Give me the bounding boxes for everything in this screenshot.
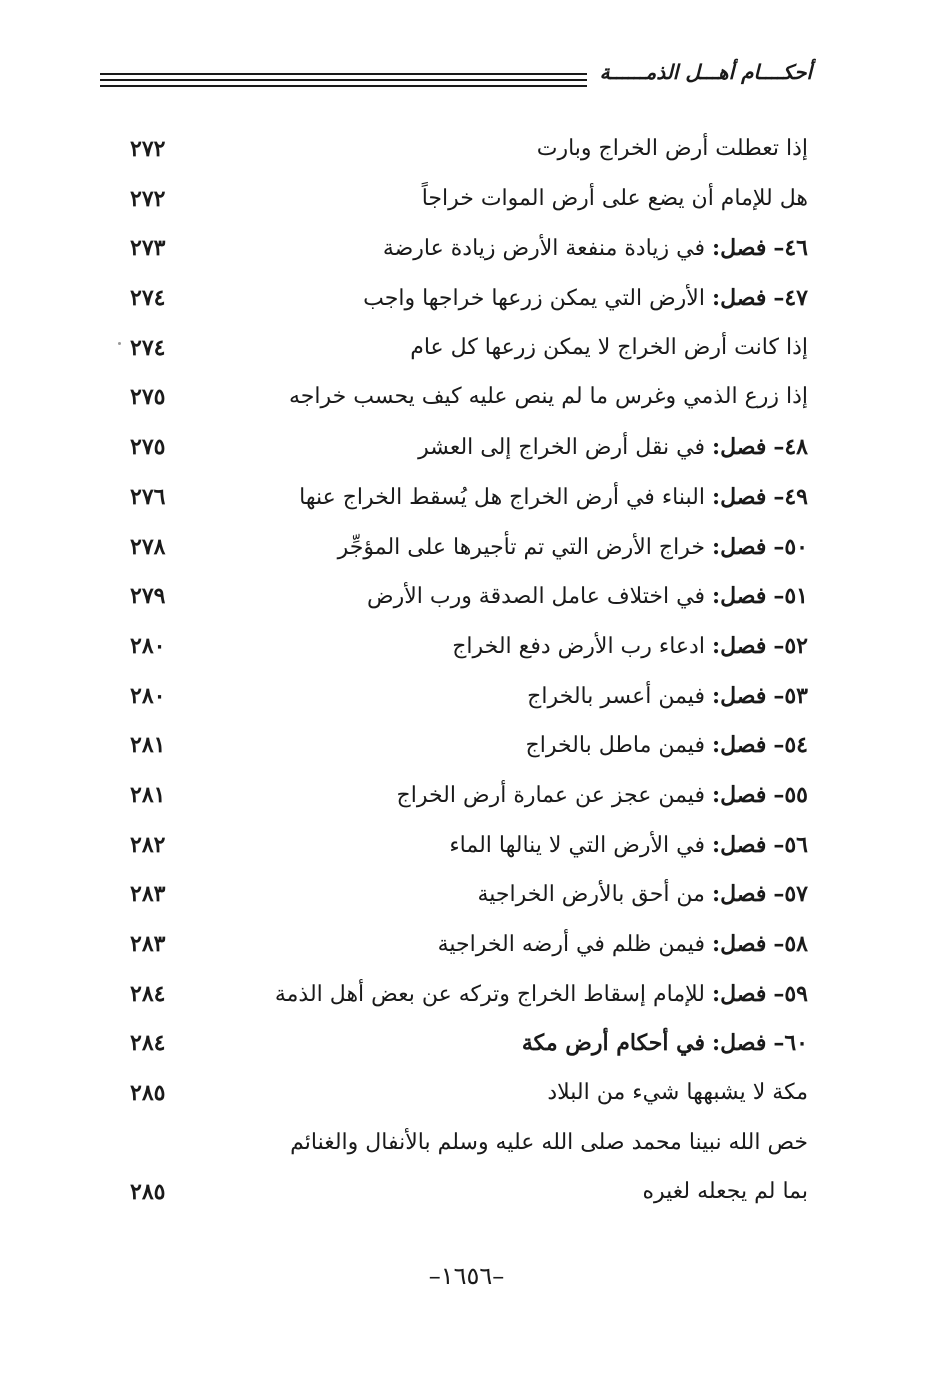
toc-entry [0,1169,933,1219]
entry-page-number: ٢٨٤ [130,1030,166,1057]
running-header-title: أحكــــام أهـــل الذمــــــة [590,60,812,84]
entry-text: في زيادة منفعة الأرض زيادة عارضة [382,236,705,262]
entry-page-number: ٢٨١ [130,781,166,808]
toc-entry-title [449,830,808,861]
entry-page-number: ٢٧٦ [130,483,166,510]
section-number: ٤٦ [784,235,808,262]
toc-entry-title [397,780,808,811]
toc-entry [0,374,933,424]
entry-text: فيمن عجز عن عمارة أرض الخراج [396,782,705,808]
section-keyword: فصل: [711,781,767,808]
entry-page-number: ٢٧٤ [130,334,166,361]
toc-entry [0,474,933,524]
header-rule [100,85,587,87]
entry-page-number: ٢٧٨ [130,533,166,560]
toc-entry [0,1120,933,1170]
entry-page-number: ٢٧٢ [130,136,166,162]
toc-entry [0,1070,933,1120]
toc-entry [0,871,933,921]
toc-entry-title [547,1078,808,1108]
toc-entry [0,822,933,872]
entry-text: فيمن ظلم في أرضه الخراجية [437,932,705,957]
toc-entry-title [410,333,808,363]
toc-entry-title [527,681,808,712]
entry-text: خراج الأرض التي تم تأجيرها على المؤجِّر [337,534,705,560]
section-dash: – [773,1030,785,1057]
toc-entry-title [537,134,808,164]
section-number: ٥٩ [784,980,808,1007]
entry-text: إذا تعطلت أرض الخراج وبارت [536,136,808,161]
entry-text: خص الله نبينا محمد صلى الله عليه وسلم بالأنفال والغنائم [290,1129,808,1155]
entry-text: للإمام إسقاط الخراج وتركه عن بعض أهل الذمة [274,981,705,1007]
toc-entry-title [478,879,809,910]
section-number: ٥٤ [784,732,808,759]
toc-entry-title [522,1028,808,1059]
entry-text: مكة لا يشبهها شيء من البلاد [547,1080,808,1106]
toc-entry [0,623,933,673]
entry-page-number: ٢٨٥ [130,1080,166,1107]
section-number: ٦٠ [784,1030,808,1057]
entry-page-number: ٢٨١ [130,732,166,759]
entry-page-number: ٢٨٠ [130,682,166,709]
toc-entry-title [299,482,808,513]
entry-text: في اختلاف عامل الصدقة ورب الأرض [366,584,705,610]
toc-entry [0,1020,933,1070]
page-number: –١٦٥٦– [428,1262,505,1290]
entry-text: إذا زرع الذمي وغرس ما لم ينص عليه كيف يحسب خراجه [288,384,808,410]
toc-entry [0,921,933,971]
entry-text: من أحق بالأرض الخراجية [477,882,705,908]
section-dash: – [773,583,785,610]
toc-entry-title [275,979,808,1010]
section-keyword: فصل: [711,235,767,262]
section-keyword: فصل: [711,434,767,461]
entry-page-number: ٢٨٣ [130,931,166,957]
entry-text: في الأرض التي لا ينالها الماء [449,832,705,858]
toc-entry [0,772,933,822]
toc-entry [0,971,933,1021]
section-number: ٤٨ [784,434,808,461]
section-number: ٤٧ [784,285,808,312]
section-keyword: فصل: [711,285,767,312]
running-header [100,52,812,92]
section-dash: – [773,781,785,808]
entry-page-number: ٢٨٠ [130,632,166,659]
entry-text: في نقل أرض الخراج إلى العشر [418,435,705,461]
section-keyword: فصل: [711,682,767,709]
section-dash: – [773,285,785,312]
section-keyword: فصل: [711,881,767,908]
entry-text: هل للإمام أن يضع على أرض الموات خراجاً [421,185,808,211]
section-keyword: فصل: [711,831,767,858]
entry-page-number: ٢٧٢ [130,185,166,212]
section-dash: – [773,980,785,1007]
section-number: ٥١ [784,583,808,610]
toc-entry-title [363,283,808,314]
section-keyword: فصل: [711,483,767,510]
toc-entry-title [418,432,808,463]
toc-entry [0,424,933,474]
section-keyword: فصل: [711,1030,767,1057]
section-number: ٤٩ [784,483,808,510]
section-keyword: فصل: [711,632,767,659]
toc-entry-title [289,382,808,412]
entry-page-number: ٢٧٩ [130,583,166,610]
entry-page-number: ٢٨٣ [130,881,166,908]
toc-entry-title [367,581,808,612]
header-rule [100,79,587,81]
entry-page-number: ٢٧٤ [130,285,166,312]
toc-entry-title [452,631,808,662]
entry-text: الأرض التي يمكن زرعها خراجها واجب [363,286,705,312]
section-dash: – [773,434,785,461]
section-number: ٥٥ [784,781,808,808]
toc-entry [0,573,933,623]
section-number: ٥٠ [784,533,808,560]
entry-page-number: ٢٧٥ [130,384,166,411]
entry-text: ادعاء رب الأرض دفع الخراج [452,633,705,659]
toc-entry-title [338,532,808,563]
toc-entry [0,524,933,574]
section-number: ٥٣ [784,682,808,709]
toc-entry-title [526,730,808,761]
section-dash: – [773,682,785,709]
toc-entry [0,325,933,375]
toc-entry [0,722,933,772]
section-dash: – [773,831,785,858]
header-rule [100,73,587,75]
section-keyword: فصل: [711,931,767,957]
section-number: ٥٨ [784,931,808,957]
toc-entry [0,673,933,723]
section-keyword: فصل: [711,980,767,1007]
entry-text: إذا كانت أرض الخراج لا يمكن زرعها كل عام [410,334,808,360]
toc-entry-title [422,184,808,214]
section-dash: – [773,632,785,659]
section-dash: – [773,483,785,510]
entry-page-number: ٢٧٣ [130,235,166,262]
entry-page-number: ٢٨٥ [130,1179,166,1206]
section-keyword: فصل: [711,732,767,759]
entry-page-number: ٢٨٢ [130,831,166,858]
toc-entry [0,176,933,226]
section-dash: – [773,881,785,908]
table-of-contents [0,126,933,1219]
toc-entry [0,225,933,275]
entry-text: في أحكام أرض مكة [521,1030,705,1057]
toc-entry-title [290,1128,808,1158]
entry-page-number: ٢٧٥ [130,434,166,461]
section-dash: – [773,235,785,262]
section-keyword: فصل: [711,583,767,610]
section-keyword: فصل: [711,533,767,560]
section-dash: – [773,931,785,957]
toc-entry [0,275,933,325]
section-number: ٥٦ [784,831,808,858]
entry-text: بما لم يجعله لغيره [642,1179,808,1205]
entry-text: البناء في أرض الخراج هل يُسقط الخراج عنها [299,484,705,510]
entry-text: فيمن أعسر بالخراج [527,683,705,709]
toc-entry-title [642,1177,808,1207]
toc-entry [0,126,933,176]
section-dash: – [773,533,785,560]
section-number: ٥٢ [784,632,808,659]
entry-page-number: ٢٨٤ [130,980,166,1007]
toc-entry-title [438,929,808,960]
section-dash: – [773,732,785,759]
entry-text: فيمن ماطل بالخراج [525,733,705,759]
section-number: ٥٧ [784,881,808,908]
toc-entry-title [383,233,808,264]
